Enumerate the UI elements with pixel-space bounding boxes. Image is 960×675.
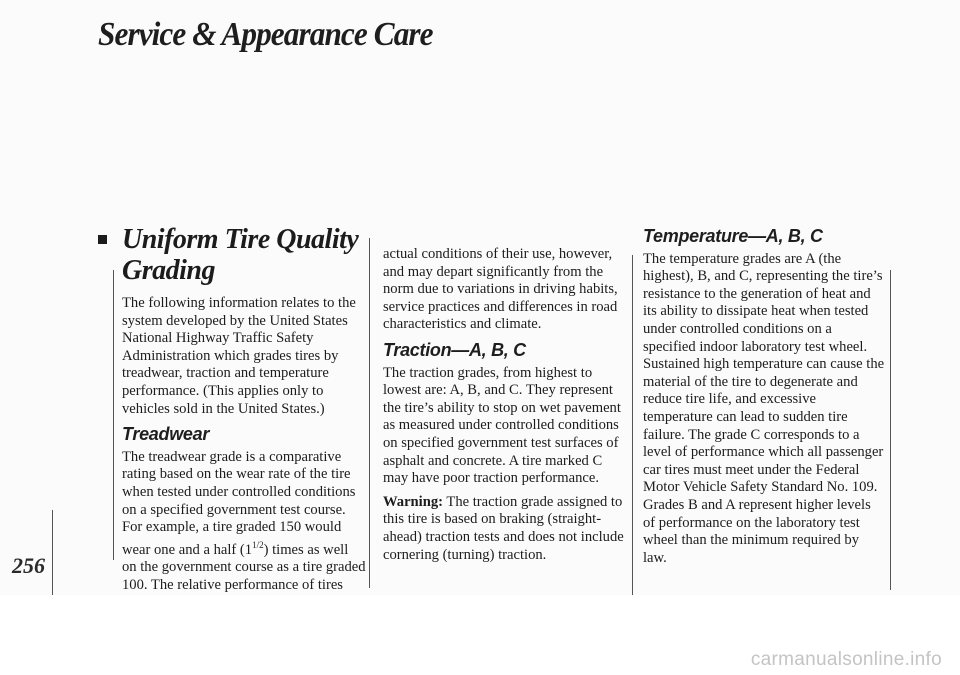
- traction-paragraph: The traction grades, from highest to lowest are: A, B, and C. They represent the tire’s ability to stop on wet pavement as measured under controlled conditions on specified government test surfaces of asphalt and concrete. A tire marked C may have poor traction performance.: [383, 364, 621, 487]
- section-title-line1: Uniform Tire Quality: [122, 224, 359, 255]
- watermark: carmanualsonline.info: [750, 649, 942, 670]
- temperature-paragraph: The temperature grades are A (the highest), B, and C, representing the tire’s resistance to the generation of heat and its ability to dissipate heat when tested under controlled conditions on a specified indoor laboratory test wheel. Sustained high temperature can cause the material of the tire to degenerate and reduce tire life, and excessive temperature can lead to sudden tire failure. The grade C corresponds to a level of performance which all passenger car tires must meet under the Federal Motor Vehicle Safety Standard No. 109. Grades B and A represent higher levels of performance on the laboratory test wheel than the minimum required by law.: [643, 250, 885, 566]
- treadwear-text-b: ) times as well on the government course as a tire graded 100. The relative performance of tires: [122, 541, 366, 593]
- warning-label: Warning:: [383, 493, 444, 510]
- treadwear-text-a: The treadwear grade is a comparative rating based on the wear rate of the tire when tested under controlled conditions on a specified government test course. For example, a tire graded 150 would wear one and a half (1: [122, 448, 356, 558]
- page-number: 256: [12, 553, 45, 578]
- warning-paragraph: [383, 494, 628, 564]
- column-divider-2: [369, 238, 370, 588]
- column-divider-1: [113, 270, 114, 560]
- column-1: [122, 224, 366, 618]
- treadwear-continued: actual conditions of their use, however, and may depart significantly from the norm due to variations in driving habits, service practices and differences in road characteristics and climate.: [383, 246, 618, 333]
- bullet-icon: [98, 235, 107, 244]
- traction-heading: Traction—A, B, C: [383, 339, 526, 360]
- treadwear-heading: Treadwear: [122, 424, 210, 445]
- treadwear-paragraph: [122, 449, 366, 612]
- section-title-line2: Grading: [122, 255, 215, 286]
- temperature-heading: Temperature—A, B, C: [643, 226, 823, 246]
- page-number-divider: [52, 510, 53, 595]
- column-divider-4: [890, 270, 891, 590]
- column-divider-3: [632, 255, 633, 595]
- page-title: Service & Appearance Care: [98, 16, 433, 53]
- column-2: [383, 246, 628, 570]
- intro-paragraph: The following information relates to the system developed by the United States National Highway Traffic Safety Administration which grades tires by treadwear, traction and temperature performance. (This applies only to vehicles sold in the United States.): [122, 295, 356, 417]
- warning-text: The traction grade assigned to this tire is based on braking (straight-ahead) traction tests and does not include cornering (turning) traction.: [383, 493, 624, 563]
- section-title: [98, 224, 366, 286]
- treadwear-fraction: 1/2: [252, 539, 264, 550]
- column-3: [643, 220, 885, 573]
